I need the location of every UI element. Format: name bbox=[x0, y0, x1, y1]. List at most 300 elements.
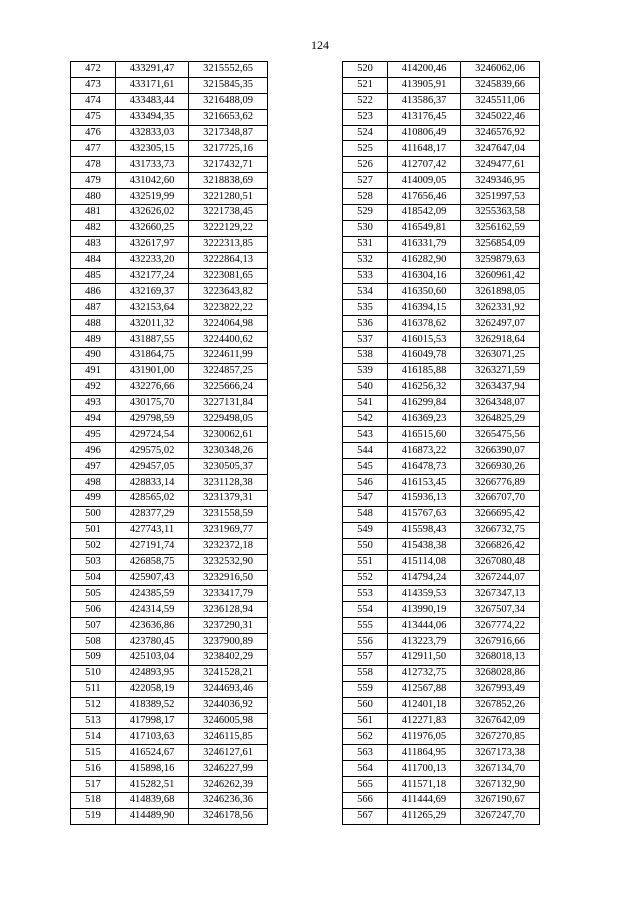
y-coordinate: 3267244,07 bbox=[461, 570, 540, 586]
table-row bbox=[71, 62, 268, 78]
y-coordinate: 3267134,70 bbox=[461, 761, 540, 777]
point-number: 499 bbox=[71, 491, 116, 507]
table-row bbox=[343, 332, 540, 348]
x-coordinate: 411976,05 bbox=[388, 729, 461, 745]
table-row bbox=[343, 62, 540, 78]
point-number: 474 bbox=[71, 93, 116, 109]
x-coordinate: 431733,73 bbox=[116, 157, 189, 173]
table-row bbox=[71, 93, 268, 109]
x-coordinate: 426858,75 bbox=[116, 554, 189, 570]
point-number: 485 bbox=[71, 268, 116, 284]
table-row bbox=[343, 681, 540, 697]
table-row bbox=[71, 697, 268, 713]
point-number: 536 bbox=[343, 316, 388, 332]
x-coordinate: 416873,22 bbox=[388, 443, 461, 459]
table-row bbox=[71, 777, 268, 793]
y-coordinate: 3263437,94 bbox=[461, 379, 540, 395]
y-coordinate: 3224064,98 bbox=[189, 316, 268, 332]
point-number: 495 bbox=[71, 427, 116, 443]
table-row bbox=[343, 109, 540, 125]
table-row bbox=[343, 300, 540, 316]
x-coordinate: 424385,59 bbox=[116, 586, 189, 602]
table-row bbox=[343, 220, 540, 236]
point-number: 549 bbox=[343, 522, 388, 538]
x-coordinate: 416015,53 bbox=[388, 332, 461, 348]
y-coordinate: 3266390,07 bbox=[461, 443, 540, 459]
x-coordinate: 429457,05 bbox=[116, 459, 189, 475]
table-row bbox=[71, 570, 268, 586]
point-number: 512 bbox=[71, 697, 116, 713]
point-number: 517 bbox=[71, 777, 116, 793]
x-coordinate: 427191,74 bbox=[116, 538, 189, 554]
table-row bbox=[343, 363, 540, 379]
point-number: 492 bbox=[71, 379, 116, 395]
x-coordinate: 411864,95 bbox=[388, 745, 461, 761]
table-row bbox=[343, 316, 540, 332]
y-coordinate: 3251997,53 bbox=[461, 189, 540, 205]
y-coordinate: 3262331,92 bbox=[461, 300, 540, 316]
x-coordinate: 432169,37 bbox=[116, 284, 189, 300]
y-coordinate: 3232372,18 bbox=[189, 538, 268, 554]
point-number: 559 bbox=[343, 681, 388, 697]
table-row bbox=[343, 395, 540, 411]
y-coordinate: 3231558,59 bbox=[189, 506, 268, 522]
x-coordinate: 424314,59 bbox=[116, 602, 189, 618]
table-body-left bbox=[71, 62, 268, 825]
y-coordinate: 3245839,66 bbox=[461, 77, 540, 93]
y-coordinate: 3223822,22 bbox=[189, 300, 268, 316]
table-row bbox=[343, 729, 540, 745]
point-number: 509 bbox=[71, 649, 116, 665]
y-coordinate: 3232916,50 bbox=[189, 570, 268, 586]
y-coordinate: 3246236,36 bbox=[189, 792, 268, 808]
table-row bbox=[71, 729, 268, 745]
x-coordinate: 432305,15 bbox=[116, 141, 189, 157]
y-coordinate: 3267993,49 bbox=[461, 681, 540, 697]
point-number: 539 bbox=[343, 363, 388, 379]
y-coordinate: 3268018,13 bbox=[461, 649, 540, 665]
x-coordinate: 416549,81 bbox=[388, 220, 461, 236]
point-number: 505 bbox=[71, 586, 116, 602]
table-row bbox=[71, 665, 268, 681]
point-number: 472 bbox=[71, 62, 116, 78]
x-coordinate: 432833,03 bbox=[116, 125, 189, 141]
x-coordinate: 416478,73 bbox=[388, 459, 461, 475]
x-coordinate: 416299,84 bbox=[388, 395, 461, 411]
x-coordinate: 416515,60 bbox=[388, 427, 461, 443]
y-coordinate: 3247647,04 bbox=[461, 141, 540, 157]
point-number: 541 bbox=[343, 395, 388, 411]
x-coordinate: 414200,46 bbox=[388, 62, 461, 78]
table-row bbox=[343, 205, 540, 221]
table-row bbox=[71, 157, 268, 173]
x-coordinate: 413905,91 bbox=[388, 77, 461, 93]
table-row bbox=[343, 93, 540, 109]
x-coordinate: 433291,47 bbox=[116, 62, 189, 78]
table-row bbox=[71, 427, 268, 443]
table-row bbox=[71, 332, 268, 348]
y-coordinate: 3229498,05 bbox=[189, 411, 268, 427]
y-coordinate: 3223081,65 bbox=[189, 268, 268, 284]
point-number: 540 bbox=[343, 379, 388, 395]
point-number: 537 bbox=[343, 332, 388, 348]
table-row bbox=[343, 634, 540, 650]
point-number: 563 bbox=[343, 745, 388, 761]
point-number: 507 bbox=[71, 618, 116, 634]
y-coordinate: 3224400,62 bbox=[189, 332, 268, 348]
x-coordinate: 433171,61 bbox=[116, 77, 189, 93]
table-row bbox=[71, 205, 268, 221]
x-coordinate: 415936,13 bbox=[388, 491, 461, 507]
y-coordinate: 3264348,07 bbox=[461, 395, 540, 411]
point-number: 527 bbox=[343, 173, 388, 189]
table-row bbox=[71, 363, 268, 379]
table-row bbox=[343, 538, 540, 554]
table-row bbox=[343, 713, 540, 729]
y-coordinate: 3268028,86 bbox=[461, 665, 540, 681]
x-coordinate: 412401,18 bbox=[388, 697, 461, 713]
x-coordinate: 413223,79 bbox=[388, 634, 461, 650]
y-coordinate: 3225666,24 bbox=[189, 379, 268, 395]
y-coordinate: 3231379,31 bbox=[189, 491, 268, 507]
point-number: 497 bbox=[71, 459, 116, 475]
y-coordinate: 3249346,95 bbox=[461, 173, 540, 189]
point-number: 500 bbox=[71, 506, 116, 522]
y-coordinate: 3216488,09 bbox=[189, 93, 268, 109]
x-coordinate: 428377,29 bbox=[116, 506, 189, 522]
x-coordinate: 411444,69 bbox=[388, 792, 461, 808]
table-row bbox=[343, 697, 540, 713]
table-row bbox=[71, 173, 268, 189]
y-coordinate: 3267132,90 bbox=[461, 777, 540, 793]
x-coordinate: 416369,23 bbox=[388, 411, 461, 427]
x-coordinate: 413990,19 bbox=[388, 602, 461, 618]
y-coordinate: 3221280,51 bbox=[189, 189, 268, 205]
y-coordinate: 3256162,59 bbox=[461, 220, 540, 236]
table-row bbox=[71, 745, 268, 761]
table-row bbox=[343, 554, 540, 570]
y-coordinate: 3267173,38 bbox=[461, 745, 540, 761]
table-row bbox=[71, 348, 268, 364]
y-coordinate: 3245511,06 bbox=[461, 93, 540, 109]
x-coordinate: 431864,75 bbox=[116, 348, 189, 364]
x-coordinate: 414489,90 bbox=[116, 808, 189, 824]
point-number: 488 bbox=[71, 316, 116, 332]
x-coordinate: 413176,45 bbox=[388, 109, 461, 125]
x-coordinate: 425103,04 bbox=[116, 649, 189, 665]
y-coordinate: 3217725,16 bbox=[189, 141, 268, 157]
y-coordinate: 3259879,63 bbox=[461, 252, 540, 268]
x-coordinate: 432276,66 bbox=[116, 379, 189, 395]
x-coordinate: 423780,45 bbox=[116, 634, 189, 650]
x-coordinate: 415598,43 bbox=[388, 522, 461, 538]
table-row bbox=[343, 808, 540, 824]
table-row bbox=[71, 522, 268, 538]
point-number: 511 bbox=[71, 681, 116, 697]
x-coordinate: 414839,68 bbox=[116, 792, 189, 808]
table-row bbox=[71, 395, 268, 411]
point-number: 493 bbox=[71, 395, 116, 411]
x-coordinate: 428565,02 bbox=[116, 491, 189, 507]
point-number: 532 bbox=[343, 252, 388, 268]
point-number: 504 bbox=[71, 570, 116, 586]
x-coordinate: 412271,83 bbox=[388, 713, 461, 729]
table-row bbox=[343, 506, 540, 522]
point-number: 508 bbox=[71, 634, 116, 650]
x-coordinate: 432660,25 bbox=[116, 220, 189, 236]
y-coordinate: 3249477,61 bbox=[461, 157, 540, 173]
point-number: 543 bbox=[343, 427, 388, 443]
y-coordinate: 3262918,64 bbox=[461, 332, 540, 348]
y-coordinate: 3222129,22 bbox=[189, 220, 268, 236]
table-row bbox=[343, 173, 540, 189]
y-coordinate: 3265475,56 bbox=[461, 427, 540, 443]
table-row bbox=[71, 300, 268, 316]
x-coordinate: 413444,06 bbox=[388, 618, 461, 634]
point-number: 529 bbox=[343, 205, 388, 221]
point-number: 489 bbox=[71, 332, 116, 348]
y-coordinate: 3267916,66 bbox=[461, 634, 540, 650]
point-number: 530 bbox=[343, 220, 388, 236]
point-number: 498 bbox=[71, 475, 116, 491]
y-coordinate: 3218838,69 bbox=[189, 173, 268, 189]
y-coordinate: 3217432,71 bbox=[189, 157, 268, 173]
x-coordinate: 410806,49 bbox=[388, 125, 461, 141]
table-row bbox=[71, 538, 268, 554]
point-number: 531 bbox=[343, 236, 388, 252]
y-coordinate: 3267247,70 bbox=[461, 808, 540, 824]
x-coordinate: 416256,32 bbox=[388, 379, 461, 395]
y-coordinate: 3241528,21 bbox=[189, 665, 268, 681]
table-row bbox=[71, 189, 268, 205]
point-number: 506 bbox=[71, 602, 116, 618]
point-number: 524 bbox=[343, 125, 388, 141]
x-coordinate: 432617,97 bbox=[116, 236, 189, 252]
y-coordinate: 3215845,35 bbox=[189, 77, 268, 93]
y-coordinate: 3266930,26 bbox=[461, 459, 540, 475]
y-coordinate: 3264825,29 bbox=[461, 411, 540, 427]
point-number: 486 bbox=[71, 284, 116, 300]
point-number: 558 bbox=[343, 665, 388, 681]
y-coordinate: 3246576,92 bbox=[461, 125, 540, 141]
y-coordinate: 3233417,79 bbox=[189, 586, 268, 602]
y-coordinate: 3230505,37 bbox=[189, 459, 268, 475]
point-number: 480 bbox=[71, 189, 116, 205]
point-number: 535 bbox=[343, 300, 388, 316]
point-number: 521 bbox=[343, 77, 388, 93]
point-number: 490 bbox=[71, 348, 116, 364]
x-coordinate: 417998,17 bbox=[116, 713, 189, 729]
table-row bbox=[71, 586, 268, 602]
x-coordinate: 423636,86 bbox=[116, 618, 189, 634]
x-coordinate: 432153,64 bbox=[116, 300, 189, 316]
point-number: 546 bbox=[343, 475, 388, 491]
y-coordinate: 3221738,45 bbox=[189, 205, 268, 221]
x-coordinate: 414009,05 bbox=[388, 173, 461, 189]
y-coordinate: 3263071,25 bbox=[461, 348, 540, 364]
y-coordinate: 3266826,42 bbox=[461, 538, 540, 554]
table-row bbox=[71, 475, 268, 491]
point-number: 482 bbox=[71, 220, 116, 236]
table-row bbox=[343, 475, 540, 491]
point-number: 522 bbox=[343, 93, 388, 109]
point-number: 534 bbox=[343, 284, 388, 300]
y-coordinate: 3236128,94 bbox=[189, 602, 268, 618]
table-row bbox=[343, 649, 540, 665]
point-number: 565 bbox=[343, 777, 388, 793]
x-coordinate: 418389,52 bbox=[116, 697, 189, 713]
y-coordinate: 3244693,46 bbox=[189, 681, 268, 697]
table-row bbox=[343, 141, 540, 157]
y-coordinate: 3245022,46 bbox=[461, 109, 540, 125]
x-coordinate: 416394,15 bbox=[388, 300, 461, 316]
y-coordinate: 3223643,82 bbox=[189, 284, 268, 300]
point-number: 479 bbox=[71, 173, 116, 189]
y-coordinate: 3255363,58 bbox=[461, 205, 540, 221]
table-row bbox=[343, 443, 540, 459]
table-row bbox=[343, 252, 540, 268]
y-coordinate: 3246005,98 bbox=[189, 713, 268, 729]
y-coordinate: 3267852,26 bbox=[461, 697, 540, 713]
x-coordinate: 428833,14 bbox=[116, 475, 189, 491]
table-row bbox=[343, 427, 540, 443]
point-number: 503 bbox=[71, 554, 116, 570]
table-row bbox=[343, 411, 540, 427]
point-number: 548 bbox=[343, 506, 388, 522]
x-coordinate: 416331,79 bbox=[388, 236, 461, 252]
x-coordinate: 414794,24 bbox=[388, 570, 461, 586]
table-row bbox=[71, 236, 268, 252]
table-row bbox=[343, 586, 540, 602]
table-row bbox=[343, 665, 540, 681]
point-number: 545 bbox=[343, 459, 388, 475]
x-coordinate: 425907,43 bbox=[116, 570, 189, 586]
table-row bbox=[71, 681, 268, 697]
point-number: 556 bbox=[343, 634, 388, 650]
point-number: 525 bbox=[343, 141, 388, 157]
point-number: 484 bbox=[71, 252, 116, 268]
table-row bbox=[343, 491, 540, 507]
y-coordinate: 3262497,07 bbox=[461, 316, 540, 332]
x-coordinate: 432519,99 bbox=[116, 189, 189, 205]
table-row bbox=[71, 792, 268, 808]
point-number: 551 bbox=[343, 554, 388, 570]
point-number: 491 bbox=[71, 363, 116, 379]
x-coordinate: 433483,44 bbox=[116, 93, 189, 109]
y-coordinate: 3232532,90 bbox=[189, 554, 268, 570]
table-row bbox=[71, 411, 268, 427]
point-number: 481 bbox=[71, 205, 116, 221]
y-coordinate: 3231969,77 bbox=[189, 522, 268, 538]
table-row bbox=[343, 618, 540, 634]
point-number: 544 bbox=[343, 443, 388, 459]
y-coordinate: 3246227,99 bbox=[189, 761, 268, 777]
y-coordinate: 3267507,34 bbox=[461, 602, 540, 618]
x-coordinate: 416304,16 bbox=[388, 268, 461, 284]
table-row bbox=[71, 506, 268, 522]
y-coordinate: 3230348,26 bbox=[189, 443, 268, 459]
x-coordinate: 432626,02 bbox=[116, 205, 189, 221]
x-coordinate: 418542,09 bbox=[388, 205, 461, 221]
x-coordinate: 415898,16 bbox=[116, 761, 189, 777]
y-coordinate: 3230062,61 bbox=[189, 427, 268, 443]
point-number: 550 bbox=[343, 538, 388, 554]
table-row bbox=[71, 109, 268, 125]
point-number: 475 bbox=[71, 109, 116, 125]
point-number: 561 bbox=[343, 713, 388, 729]
x-coordinate: 431042,60 bbox=[116, 173, 189, 189]
y-coordinate: 3256854,09 bbox=[461, 236, 540, 252]
x-coordinate: 411571,18 bbox=[388, 777, 461, 793]
x-coordinate: 424893,95 bbox=[116, 665, 189, 681]
y-coordinate: 3237900,89 bbox=[189, 634, 268, 650]
page-number: 124 bbox=[311, 38, 329, 52]
point-number: 515 bbox=[71, 745, 116, 761]
point-number: 483 bbox=[71, 236, 116, 252]
point-number: 523 bbox=[343, 109, 388, 125]
table-row bbox=[343, 157, 540, 173]
y-coordinate: 3246062,06 bbox=[461, 62, 540, 78]
x-coordinate: 415282,51 bbox=[116, 777, 189, 793]
point-number: 557 bbox=[343, 649, 388, 665]
y-coordinate: 3224857,25 bbox=[189, 363, 268, 379]
point-number: 496 bbox=[71, 443, 116, 459]
point-number: 554 bbox=[343, 602, 388, 618]
x-coordinate: 416153,45 bbox=[388, 475, 461, 491]
y-coordinate: 3266695,42 bbox=[461, 506, 540, 522]
point-number: 513 bbox=[71, 713, 116, 729]
point-number: 520 bbox=[343, 62, 388, 78]
point-number: 494 bbox=[71, 411, 116, 427]
coordinates-table-left bbox=[70, 61, 268, 825]
table-row bbox=[71, 379, 268, 395]
y-coordinate: 3267774,22 bbox=[461, 618, 540, 634]
point-number: 538 bbox=[343, 348, 388, 364]
table-row bbox=[343, 236, 540, 252]
table-row bbox=[71, 713, 268, 729]
x-coordinate: 429798,59 bbox=[116, 411, 189, 427]
y-coordinate: 3238402,29 bbox=[189, 649, 268, 665]
y-coordinate: 3267080,48 bbox=[461, 554, 540, 570]
x-coordinate: 432233,20 bbox=[116, 252, 189, 268]
point-number: 562 bbox=[343, 729, 388, 745]
y-coordinate: 3266776,89 bbox=[461, 475, 540, 491]
y-coordinate: 3244036,92 bbox=[189, 697, 268, 713]
y-coordinate: 3267642,09 bbox=[461, 713, 540, 729]
y-coordinate: 3217348,87 bbox=[189, 125, 268, 141]
point-number: 526 bbox=[343, 157, 388, 173]
y-coordinate: 3267190,67 bbox=[461, 792, 540, 808]
x-coordinate: 432011,32 bbox=[116, 316, 189, 332]
table-row bbox=[71, 316, 268, 332]
table-row bbox=[343, 77, 540, 93]
table-row bbox=[71, 141, 268, 157]
x-coordinate: 432177,24 bbox=[116, 268, 189, 284]
x-coordinate: 413586,37 bbox=[388, 93, 461, 109]
y-coordinate: 3260961,42 bbox=[461, 268, 540, 284]
table-row bbox=[71, 77, 268, 93]
table-row bbox=[71, 252, 268, 268]
table-row bbox=[71, 125, 268, 141]
x-coordinate: 431901,00 bbox=[116, 363, 189, 379]
table-row bbox=[343, 792, 540, 808]
table-row bbox=[71, 618, 268, 634]
y-coordinate: 3246115,85 bbox=[189, 729, 268, 745]
point-number: 560 bbox=[343, 697, 388, 713]
table-row bbox=[71, 284, 268, 300]
table-body-right bbox=[343, 62, 540, 825]
x-coordinate: 416049,78 bbox=[388, 348, 461, 364]
